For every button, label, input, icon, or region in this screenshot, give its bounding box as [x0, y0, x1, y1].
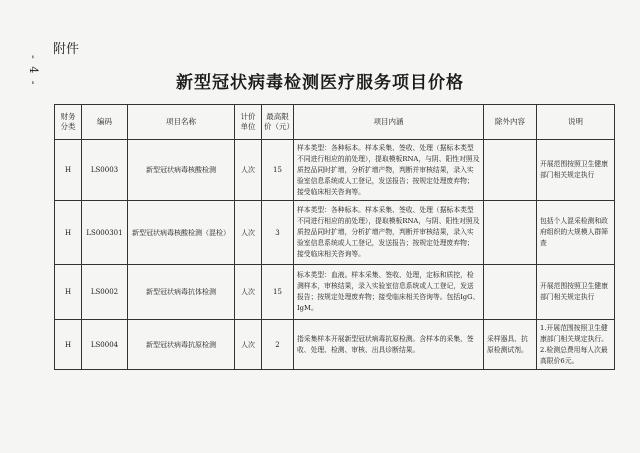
cell-unit: 人次	[235, 320, 262, 370]
table-header-row	[55, 105, 615, 140]
cell-excluded: 采样器具、抗原检测试剂。	[484, 320, 537, 370]
cell-code: LS0002	[82, 265, 128, 320]
cell-max-price: 2	[262, 320, 294, 370]
cell-unit: 人次	[235, 201, 262, 265]
cell-category: H	[55, 201, 82, 265]
header-excluded: 除外内容	[484, 105, 537, 140]
cell-code: LS000301	[82, 201, 128, 265]
cell-content: 指采集样本开展新型冠状病毒抗原检测。含样本的采集、签收、处理、检测、审核、出具诊断结果。	[294, 320, 484, 370]
header-content: 项目内涵	[294, 105, 484, 140]
table-row	[55, 201, 615, 265]
table-row	[55, 140, 615, 201]
cell-category: H	[55, 140, 82, 201]
price-table	[54, 104, 615, 370]
table-row	[55, 320, 615, 370]
cell-notes: 开展范围按照卫生健康部门相关规定执行	[537, 265, 615, 320]
cell-item-name: 新型冠状病毒核酸检测（混检）	[128, 201, 235, 265]
cell-content: 样本类型：各种标本。样本采集、签收、处理（据标本类型不同进行相应的前处理），提取模板RNA，与阴、阳性对照及质控品同时扩增，分析扩增产物，判断并审核结果，录入实验室信息系统或人工登记，发送报告；按规定处理废弃物；接受临床相关咨询等。	[294, 140, 484, 201]
attachment-label: 附件	[53, 42, 80, 57]
cell-unit: 人次	[235, 265, 262, 320]
cell-item-name: 新型冠状病毒抗原检测	[128, 320, 235, 370]
cell-category: H	[55, 265, 82, 320]
cell-content: 样本类型：各种标本。样本采集、签收、处理（据标本类型不同进行相应的前处理），提取模板RNA，与阴、阳性对照及质控品同时扩增，分析扩增产物，判断并审核结果，录入实验室信息系统或人工登记，发送报告；按规定处理废弃物；接受临床相关咨询等。	[294, 201, 484, 265]
header-item-name: 项目名称	[128, 105, 235, 140]
cell-category: H	[55, 320, 82, 370]
table-row	[55, 265, 615, 320]
cell-unit: 人次	[235, 140, 262, 201]
cell-content: 标本类型：血液。样本采集、签收、处理，定标和质控，检测样本，审核结果，录入实验室信息系统或人工登记，发送报告；按规定处理废弃物；接受临床相关咨询等。包括IgG、IgM。	[294, 265, 484, 320]
cell-item-name: 新型冠状病毒抗体检测	[128, 265, 235, 320]
document-title: 新型冠状病毒检测医疗服务项目价格	[176, 73, 464, 93]
header-unit: 计价单位	[235, 105, 262, 140]
cell-code: LS0004	[82, 320, 128, 370]
header-category: 财务分类	[55, 105, 82, 140]
cell-excluded	[484, 265, 537, 320]
cell-notes: 包括个人混采检测和政府组织的大规模人群筛查	[537, 201, 615, 265]
cell-excluded	[484, 201, 537, 265]
header-code: 编码	[82, 105, 128, 140]
cell-item-name: 新型冠状病毒核酸检测	[128, 140, 235, 201]
page-number: - 4 -	[27, 55, 40, 87]
cell-notes: 开展范围按照卫生健康部门相关规定执行	[537, 140, 615, 201]
cell-max-price: 3	[262, 201, 294, 265]
cell-code: LS0003	[82, 140, 128, 201]
header-notes: 说明	[537, 105, 615, 140]
header-max-price: 最高限价（元）	[262, 105, 294, 140]
cell-max-price: 15	[262, 265, 294, 320]
cell-max-price: 15	[262, 140, 294, 201]
cell-excluded	[484, 140, 537, 201]
cell-notes: 1.开展范围按照卫生健康部门相关规定执行。2.检测总费用每人次最高限价6元。	[537, 320, 615, 370]
